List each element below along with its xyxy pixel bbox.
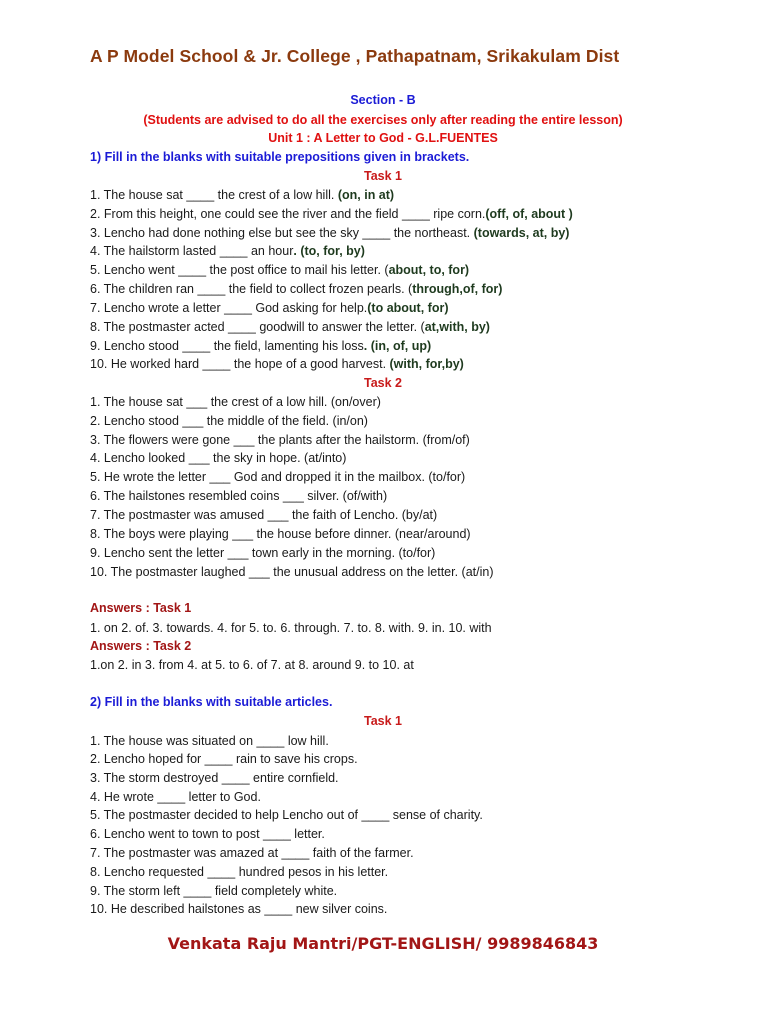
q2-task1-item: 7. The postmaster was amazed at ____ faith of the farmer. (90, 846, 414, 860)
author-footer: Venkata Raju Mantri/PGT-ENGLISH/ 9989846843 (167, 934, 599, 953)
q1-task1-item: 10. He worked hard ____ the hope of a good harvest. (with, for,by) (90, 357, 464, 371)
q2-task1-item: 3. The storm destroyed ____ entire cornfield. (90, 771, 339, 785)
q1-task1-item: 9. Lencho stood ____ the field, lamenting his loss. (in, of, up) (90, 339, 432, 353)
q1-task2-item: 2. Lencho stood ___ the middle of the field. (in/on) (90, 414, 368, 428)
q2-task1-item: 5. The postmaster decided to help Lencho out of ____ sense of charity. (90, 808, 483, 822)
answers-task-1-title: Answers : Task 1 (90, 601, 192, 615)
q2-task1-item: 4. He wrote ____ letter to God. (90, 790, 261, 804)
q2-task1-item: 8. Lencho requested ____ hundred pesos in his letter. (90, 865, 389, 879)
q2-task1-item: 9. The storm left ____ field completely white. (90, 884, 338, 898)
q1-task-1-title: Task 1 (364, 169, 402, 183)
q2-task1-item: 1. The house was situated on ____ low hill. (90, 734, 329, 748)
q1-task-2-title: Task 2 (364, 376, 402, 390)
school-title: A P Model School & Jr. College , Pathapatnam, Srikakulam Dist (90, 46, 620, 66)
student-advice: (Students are advised to do all the exercises only after reading the entire lesson) (143, 113, 623, 127)
q1-task1-item: 5. Lencho went ____ the post office to mail his letter. (about, to, for) (90, 263, 470, 277)
unit-title: Unit 1 : A Letter to God - G.L.FUENTES (268, 131, 498, 145)
answers-task-2-title: Answers : Task 2 (90, 639, 192, 653)
q1-task2-item: 6. The hailstones resembled coins ___ silver. (of/with) (90, 489, 388, 503)
q1-task1-item: 1. The house sat ____ the crest of a low hill. (on, in at) (90, 188, 395, 202)
q1-task1-item: 8. The postmaster acted ____ goodwill to answer the letter. (at,with, by) (90, 320, 490, 334)
section-title: Section - B (350, 93, 416, 107)
question-2-heading: 2) Fill in the blanks with suitable articles. (90, 695, 333, 709)
q1-task2-item: 4. Lencho looked ___ the sky in hope. (at/into) (90, 451, 347, 465)
q2-task1-item: 2. Lencho hoped for ____ rain to save his crops. (90, 752, 358, 766)
answers-task-2: 1.on 2. in 3. from 4. at 5. to 6. of 7. at 8. around 9. to 10. at (90, 658, 414, 672)
q1-task1-item: 2. From this height, one could see the river and the field ____ ripe corn.(off, of, about ) (90, 207, 573, 221)
q1-task2-item: 8. The boys were playing ___ the house before dinner. (near/around) (90, 527, 471, 541)
q2-task-1-title: Task 1 (364, 714, 402, 728)
q2-task1-item: 10. He described hailstones as ____ new silver coins. (90, 902, 388, 916)
answers-task-1: 1. on 2. of. 3. towards. 4. for 5. to. 6. through. 7. to. 8. with. 9. in. 10. with (90, 621, 492, 635)
q2-task1-item: 6. Lencho went to town to post ____ letter. (90, 827, 325, 841)
q1-task2-item: 10. The postmaster laughed ___ the unusual address on the letter. (at/in) (90, 565, 494, 579)
q1-task2-item: 7. The postmaster was amused ___ the faith of Lencho. (by/at) (90, 508, 438, 522)
q1-task1-item: 6. The children ran ____ the field to collect frozen pearls. (through,of, for) (90, 282, 503, 296)
q1-task1-item: 4. The hailstorm lasted ____ an hour. (to, for, by) (90, 244, 365, 258)
q1-task2-item: 1. The house sat ___ the crest of a low hill. (on/over) (90, 395, 381, 409)
q1-task2-item: 9. Lencho sent the letter ___ town early in the morning. (to/for) (90, 546, 436, 560)
q1-task2-item: 3. The flowers were gone ___ the plants after the hailstorm. (from/of) (90, 433, 470, 447)
q1-task1-item: 3. Lencho had done nothing else but see the sky ____ the northeast. (towards, at, by) (90, 226, 570, 240)
q1-task1-item: 7. Lencho wrote a letter ____ God asking for help.(to about, for) (90, 301, 449, 315)
question-1-heading: 1) Fill in the blanks with suitable prepositions given in brackets. (90, 150, 470, 164)
q1-task2-item: 5. He wrote the letter ___ God and dropped it in the mailbox. (to/for) (90, 470, 466, 484)
